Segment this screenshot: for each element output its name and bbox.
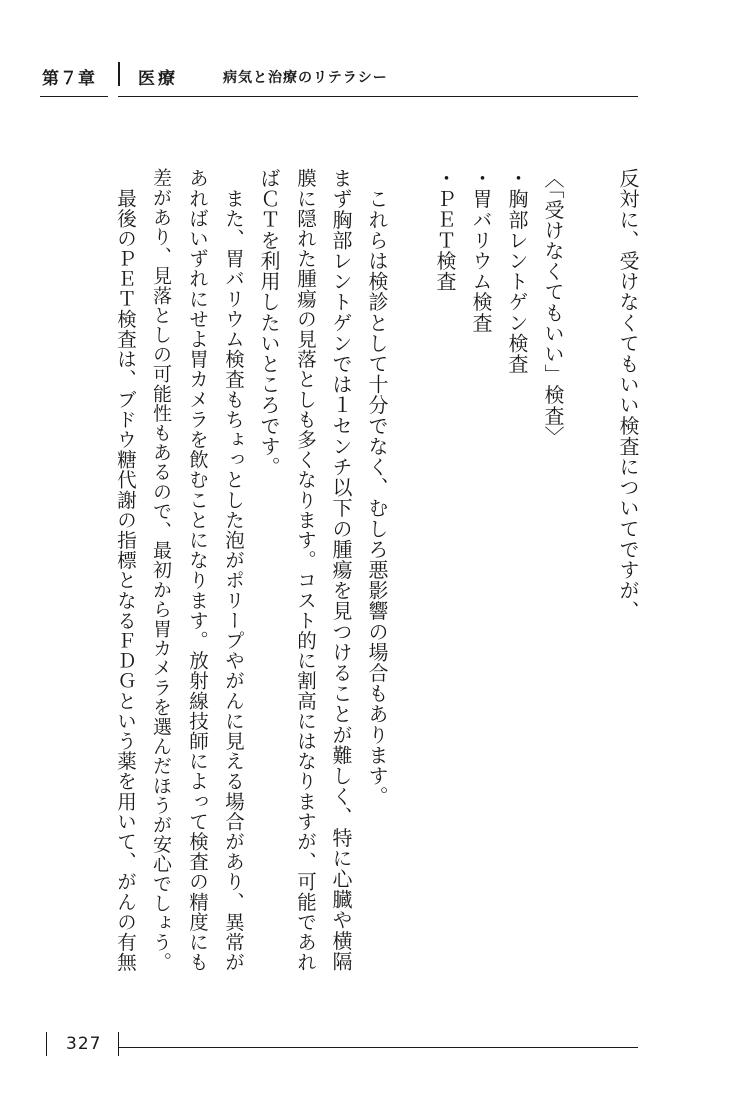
body-line-bullet-chest-xray: ・胸部レントゲン検査 bbox=[505, 168, 529, 374]
body-paragraph-line: 膜に隠れた腫瘍の見落としも多くなります。コスト的に割高にはなりますが、可能であれ bbox=[294, 168, 317, 972]
body-paragraph-line: ばＣＴを利用したいところです。 bbox=[257, 168, 281, 477]
body-paragraph-line: あればいずれにせよ胃カメラを飲むことになります。放射線技師によって検査の精度にも bbox=[186, 168, 209, 972]
body-line-heading: 〈「受けなくてもいい」検査〉 bbox=[541, 168, 565, 447]
header-rule-left bbox=[40, 96, 108, 97]
section-title: 医療 bbox=[138, 69, 178, 89]
footer-bar-right bbox=[118, 1032, 119, 1056]
body-paragraph-line: まず胸部レントゲンでは１センチ以下の腫瘍を見つけることが難しく、特に心臓や横隔 bbox=[329, 168, 353, 972]
footer-bar-left bbox=[46, 1032, 47, 1056]
body-paragraph-line: 差があり、見落としの可能性もあるので、最初から胃カメラを選んだほうが安心でしょう。 bbox=[150, 168, 172, 972]
header-rule-right bbox=[118, 96, 638, 97]
footer-rule bbox=[118, 1047, 638, 1048]
page-number: 327 bbox=[66, 1034, 102, 1054]
header-separator bbox=[118, 62, 120, 86]
section-subtitle: 病気と治療のリテラシー bbox=[223, 70, 388, 86]
body-paragraph-line: また、胃バリウム検査もちょっとした泡がポリープやがんに見える場合があり、異常が bbox=[222, 168, 245, 972]
body-paragraph-line: 最後のＰＥＴ検査は、ブドウ糖代謝の指標となるＦＤＧという薬を用いて、がんの有無 bbox=[114, 168, 137, 972]
body-line-bullet-barium: ・胃バリウム検査 bbox=[469, 168, 493, 333]
running-header bbox=[40, 62, 638, 90]
body-paragraph-line: これらは検診として十分でなく、むしろ悪影響の場合もあります。 bbox=[365, 168, 389, 807]
body-line-bullet-pet: ・ＰＥＴ検査 bbox=[433, 168, 457, 292]
body-line-intro: 反対に、受けなくてもいい検査についてですが、 bbox=[616, 168, 640, 622]
chapter-label: 第７章 bbox=[42, 69, 96, 89]
